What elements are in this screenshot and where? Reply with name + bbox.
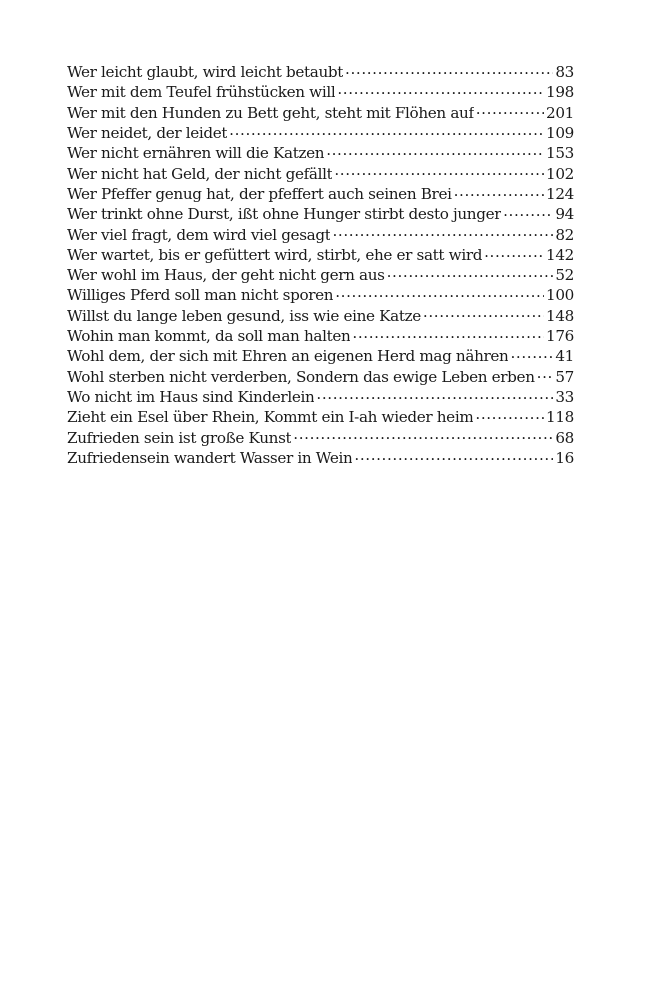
entry-text: Wer wohl im Haus, der geht nicht gern aus: [67, 266, 385, 285]
entry-text: Zieht ein Esel über Rhein, Kommt ein I-ah wieder heim: [67, 408, 474, 427]
entry-text: Wer leicht glaubt, wird leicht betaubt: [67, 63, 344, 82]
entry-page-number: 142: [546, 245, 574, 264]
dot-leader: [345, 62, 553, 77]
entry-page-number: 33: [555, 387, 574, 406]
index-entry: [67, 427, 574, 447]
index-entry: [67, 143, 574, 163]
index-entry: [67, 407, 574, 427]
index-entry: [67, 62, 574, 82]
entry-page-number: 16: [555, 448, 574, 467]
entry-text: Wohl sterben nicht verderben, Sondern das ewige Leben erben: [67, 367, 535, 386]
dot-leader: [229, 123, 544, 138]
entry-page-number: 153: [546, 144, 574, 163]
entry-page-number: 94: [555, 205, 574, 224]
entry-page-number: 201: [546, 103, 574, 122]
entry-text: Wer neidet, der leidet: [67, 124, 228, 143]
entry-text: Wer trinkt ohne Durst, ißt ohne Hunger stirbt desto junger: [67, 205, 502, 224]
entry-page-number: 198: [546, 83, 574, 102]
entry-page-number: 83: [555, 63, 574, 82]
dot-leader: [484, 245, 544, 260]
index-entry: [67, 366, 574, 386]
index-entry: [67, 163, 574, 183]
dot-leader: [503, 204, 553, 219]
dot-leader: [537, 366, 554, 381]
entry-page-number: 176: [546, 327, 574, 346]
entry-text: Wohin man kommt, da soll man halten: [67, 327, 351, 346]
entry-page-number: 100: [546, 286, 574, 305]
entry-text: Wer wartet, bis er gefüttert wird, stirbt, ehe er satt wird: [67, 245, 483, 264]
index-entry: [67, 103, 574, 123]
entry-page-number: 68: [555, 428, 574, 447]
index-entry: [67, 224, 574, 244]
dot-leader: [326, 143, 544, 158]
index-entry: [67, 285, 574, 305]
index-entry: [67, 326, 574, 346]
dot-leader: [316, 387, 553, 402]
dot-leader: [510, 346, 553, 361]
entry-text: Wer viel fragt, dem wird viel gesagt: [67, 225, 331, 244]
entry-page-number: 57: [555, 367, 574, 386]
dot-leader: [334, 163, 544, 178]
entry-text: Wer nicht ernähren will die Katzen: [67, 144, 325, 163]
entry-page-number: 124: [546, 184, 574, 203]
index-entry: [67, 448, 574, 468]
dot-leader: [454, 184, 544, 199]
dot-leader: [337, 82, 544, 97]
index-entry: [67, 82, 574, 102]
dot-leader: [332, 224, 553, 239]
entry-text: Wer mit dem Teufel frühstücken will: [67, 83, 336, 102]
index-entry: [67, 346, 574, 366]
entry-text: Wer mit den Hunden zu Bett geht, steht mit Flöhen auf: [67, 103, 474, 122]
dot-leader: [293, 427, 553, 442]
dot-leader: [335, 285, 544, 300]
dot-leader: [354, 448, 553, 463]
entry-page-number: 148: [546, 306, 574, 325]
index-entry: [67, 204, 574, 224]
entry-text: Williges Pferd soll man nicht sporen: [67, 286, 334, 305]
dot-leader: [475, 407, 544, 422]
dot-leader: [476, 103, 544, 118]
entry-page-number: 82: [555, 225, 574, 244]
entry-text: Willst du lange leben gesund, iss wie eine Katze: [67, 306, 421, 325]
entry-text: Wer Pfeffer genug hat, der pfeffert auch seinen Brei: [67, 184, 452, 203]
entry-page-number: 109: [546, 124, 574, 143]
index-entry: [67, 245, 574, 265]
index-entry: [67, 306, 574, 326]
dot-leader: [423, 306, 544, 321]
entry-text: Wohl dem, der sich mit Ehren an eigenen Herd mag nähren: [67, 347, 509, 366]
entry-page-number: 52: [555, 266, 574, 285]
entry-text: Zufriedensein wandert Wasser in Wein: [67, 448, 353, 467]
proverb-index-list: [67, 62, 574, 468]
entry-page-number: 102: [546, 164, 574, 183]
dot-leader: [387, 265, 554, 280]
entry-page-number: 118: [546, 408, 574, 427]
entry-text: Zufrieden sein ist große Kunst: [67, 428, 292, 447]
entry-text: Wer nicht hat Geld, der nicht gefällt: [67, 164, 333, 183]
dot-leader: [352, 326, 544, 341]
index-entry: [67, 387, 574, 407]
entry-page-number: 41: [555, 347, 574, 366]
index-entry: [67, 265, 574, 285]
entry-text: Wo nicht im Haus sind Kinderlein: [67, 387, 315, 406]
index-entry: [67, 184, 574, 204]
index-entry: [67, 123, 574, 143]
